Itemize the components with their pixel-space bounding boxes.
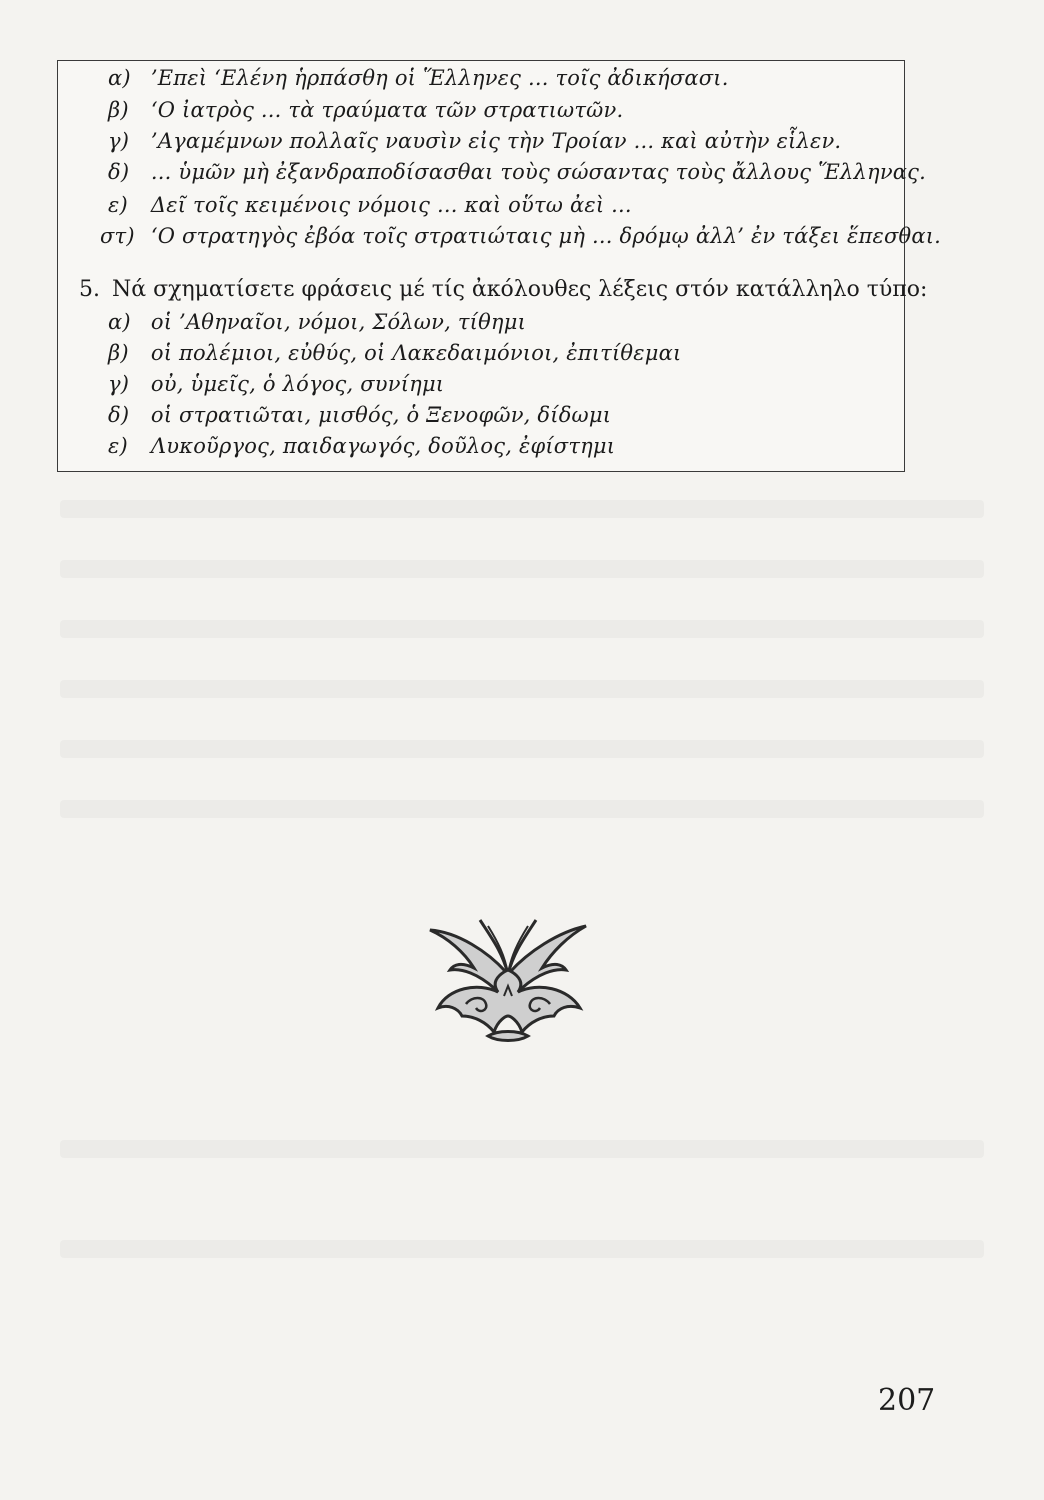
item-label: στ) [100,224,135,248]
item-text: ‘Ο ἰατρὸς ... τὰ τραύματα τῶν στρατιωτῶν. [150,98,624,122]
page-number: 207 [878,1383,936,1418]
exercise4-item-a [108,66,729,90]
item-text: Λυκοῦργος, παιδαγωγός, δοῦλος, ἐφίστημι [150,434,616,458]
item-label: ε) [108,193,128,217]
exercise5-item-d [108,403,611,427]
item-label: γ) [108,129,130,153]
item-text: ... ὑμῶν μὴ ἐξανδραποδίσασθαι τοὺς σώσαντας τοὺς ἄλλους Ἕλληνας. [150,160,926,184]
item-text: οἱ στρατιῶται, μισθός, ὁ Ξενοφῶν, δίδωμι [150,403,612,427]
bleed-through-texture [60,680,984,698]
item-text: Δεῖ τοῖς κειμένοις νόμοις ... καὶ οὕτω ἀεὶ ... [150,193,632,217]
exercise4-item-f [100,224,941,248]
decorative-ornament-icon [418,912,598,1052]
exercise4-item-c [108,129,841,153]
bleed-through-texture [60,800,984,818]
item-label: α) [108,66,131,90]
item-label: β) [108,341,129,365]
bleed-through-texture [60,620,984,638]
item-label: γ) [108,372,130,396]
item-text: οἱ πολέμιοι, εὐθύς, οἱ Λακεδαιμόνιοι, ἐπιτίθεμαι [150,341,682,365]
exercise-instruction: Νά σχηματίσετε φράσεις μέ τίς ἀκόλουθες λέξεις στόν κατάλληλο τύπο: [112,277,928,302]
exercise5-item-c [108,372,444,396]
bleed-through-texture [60,1140,984,1158]
item-label: δ) [108,160,130,184]
exercise5-item-a [108,310,526,334]
bleed-through-texture [60,1240,984,1258]
exercise5-item-e [108,434,615,458]
exercise4-item-e [108,193,632,217]
item-label: ε) [108,434,128,458]
bleed-through-texture [60,560,984,578]
exercise-number: 5. [79,277,100,302]
item-text: ‘Ο στρατηγὸς ἐβόα τοῖς στρατιώταις μὴ ... δρόμῳ ἀλλ’ ἐν τάξει ἕπεσθαι. [150,224,942,248]
bleed-through-texture [60,500,984,518]
item-label: α) [108,310,131,334]
exercise4-item-d [108,160,926,184]
item-label: β) [108,98,129,122]
exercise5-heading [79,277,927,302]
item-text: ’Επεὶ ‘Ελένη ἡρπάσθη οἱ Ἕλληνες ... τοῖς ἀδικήσασι. [150,66,729,90]
item-text: οὐ, ὑμεῖς, ὁ λόγος, συνίημι [150,372,445,396]
bleed-through-texture [60,740,984,758]
item-text: οἱ ’Αθηναῖοι, νόμοι, Σόλων, τίθημι [150,310,527,334]
item-label: δ) [108,403,130,427]
exercise5-item-b [108,341,681,365]
exercise4-item-b [108,98,623,122]
item-text: ’Αγαμέμνων πολλαῖς ναυσὶν εἰς τὴν Τροίαν ... καὶ αὐτὴν εἷλεν. [150,129,842,153]
